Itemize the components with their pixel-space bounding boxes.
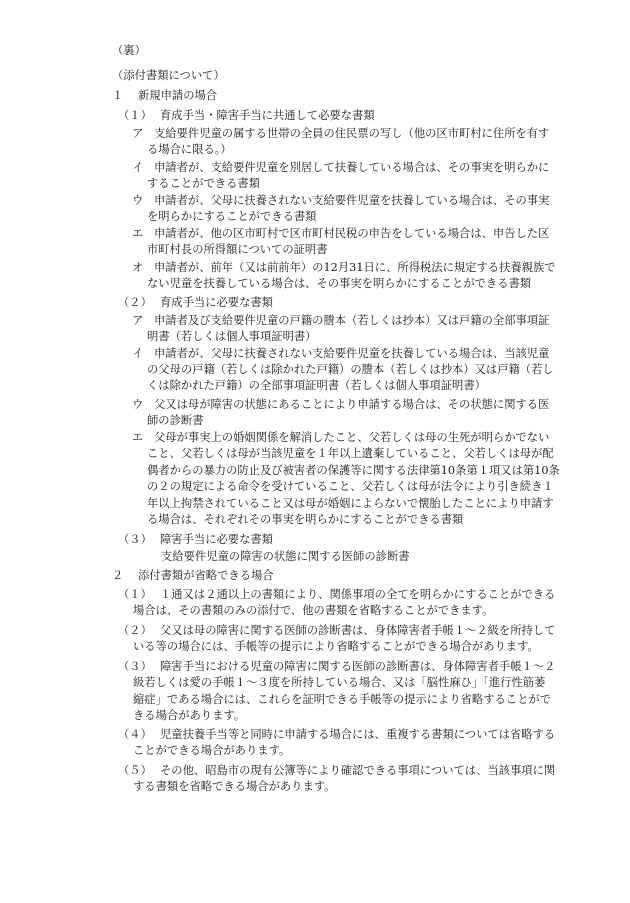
section-2-heading: ２ 添付書類が省略できる場合 — [112, 569, 274, 582]
subsection-1-2-heading: （２） 育成手当に必要な書類 — [118, 296, 273, 309]
paragraph-2-5-cont: する書類を省略できる場合があります。 — [133, 780, 336, 793]
paragraph-2-3-cont: きる場合があります。 — [133, 709, 246, 722]
section-1-heading: １ 新規申請の場合 — [112, 89, 218, 102]
item-1-2-e-cont: の２の規定による命令を受けていること、父若しくは母が法令により引き続き１ — [147, 480, 554, 493]
paragraph-2-1-cont: 場合は、その書類のみの添付で、他の書類を省略することができます。 — [133, 604, 494, 617]
paragraph-2-3-cont: 級若しくは愛の手帳１～３度を所持している場合、又は「脳性麻ひ」「進行性筋萎 — [133, 676, 546, 689]
item-1-2-i: イ 申請者が、父母に扶養されない支給要件児童を扶養している場合は、当該児童 — [132, 347, 550, 360]
item-1-2-i-cont: くは除かれた戸籍）の全部事項証明書（若しくは個人事項証明書） — [147, 379, 486, 392]
item-1-1-i-cont: することができる書類 — [147, 177, 260, 190]
item-1-2-e: エ 父母が事実上の婚姻関係を解消したこと、父若しくは母の生死が明らかでない — [132, 431, 550, 444]
item-1-2-i-cont: の父母の戸籍（若しくは除かれた戸籍）の謄本（若しくは抄本）又は戸籍（若し — [147, 363, 554, 376]
item-1-1-a: ア 支給要件児童の属する世帯の全員の住民票の写し（他の区市町村に住所を有す — [132, 127, 550, 140]
item-1-1-u-cont: を明らかにすることができる書類 — [147, 210, 317, 223]
subsection-1-3-body: 支給要件児童の障害の状態に関する医師の診断書 — [161, 550, 410, 563]
item-1-1-o-cont: ない児童を扶養している場合は、その事実を明らかにすることができる書類 — [147, 277, 532, 290]
paragraph-2-5: （５） その他、昭島市の現有公簿等により確認できる事項については、当該事項に関 — [118, 764, 556, 777]
item-1-2-e-cont: る場合は、それぞれその事実を明らかにすることができる書類 — [147, 513, 464, 526]
paragraph-2-4: （４） 児童扶養手当等と同時に申請する場合には、重複する書類については省略する — [118, 728, 556, 741]
section-title: （添付書類について） — [112, 69, 225, 82]
paragraph-2-4-cont: ことができる場合があります。 — [133, 744, 291, 757]
item-1-2-e-cont: 偶者からの暴力の防止及び被害者の保護等に関する法律第10条第１項又は第10条 — [147, 464, 560, 477]
paragraph-2-3-cont: 縮症」である場合には、これらを証明できる手帳等の提示により省略することがで — [133, 693, 551, 706]
subsection-1-1-heading: （１） 育成手当・障害手当に共通して必要な書類 — [118, 109, 375, 122]
item-1-2-a-cont: 明書（若しくは個人事項証明書） — [147, 330, 317, 343]
item-1-1-e: エ 申請者が、他の区市町村で区市町村民税の申告をしている場合は、申告した区 — [132, 227, 550, 240]
paragraph-2-1: （１） １通又は２通以上の書類により、関係事項の全てを明らかにすることができる — [118, 588, 556, 601]
item-1-2-u-cont: 師の診断書 — [147, 414, 204, 427]
item-1-2-u: ウ 父又は母が障害の状態にあることにより申請する場合は、その状態に関する医 — [132, 398, 550, 411]
item-1-1-i: イ 申請者が、支給要件児童を別居して扶養している場合は、その事実を明らかに — [132, 161, 550, 174]
subsection-1-3-heading: （３） 障害手当に必要な書類 — [118, 533, 273, 546]
paragraph-2-3: （３） 障害手当における児童の障害に関する医師の診断書は、身体障害者手帳１～２ — [118, 660, 556, 673]
item-1-2-a: ア 申請者及び支給要件児童の戸籍の謄本（若しくは抄本）又は戸籍の全部事項証 — [132, 314, 550, 327]
item-1-1-u: ウ 申請者が、父母に扶養されない支給要件児童を扶養している場合は、その事実 — [132, 194, 550, 207]
paragraph-2-2: （２） 父又は母の障害に関する医師の診断書は、身体障害者手帳１～２級を所持して — [118, 624, 556, 637]
item-1-1-o: オ 申請者が、前年（又は前前年）の12月31日に、所得税法に規定する扶養親族で — [132, 261, 556, 274]
item-1-2-e-cont: こと、父若しくは母が当該児童を１年以上遺棄していること、父若しくは母が配 — [147, 447, 554, 460]
back-side-header: （裏） — [112, 44, 146, 57]
item-1-1-a-cont: る場合に限る。） — [147, 143, 232, 156]
item-1-1-e-cont: 市町村長の所得額についての証明書 — [147, 243, 328, 256]
paragraph-2-2-cont: いる等の場合には、手帳等の提示により省略することができる場合があります。 — [133, 640, 539, 653]
item-1-2-e-cont: 年以上拘禁されていること又は母が婚姻によらないで懐胎したことにより申請す — [147, 497, 554, 510]
